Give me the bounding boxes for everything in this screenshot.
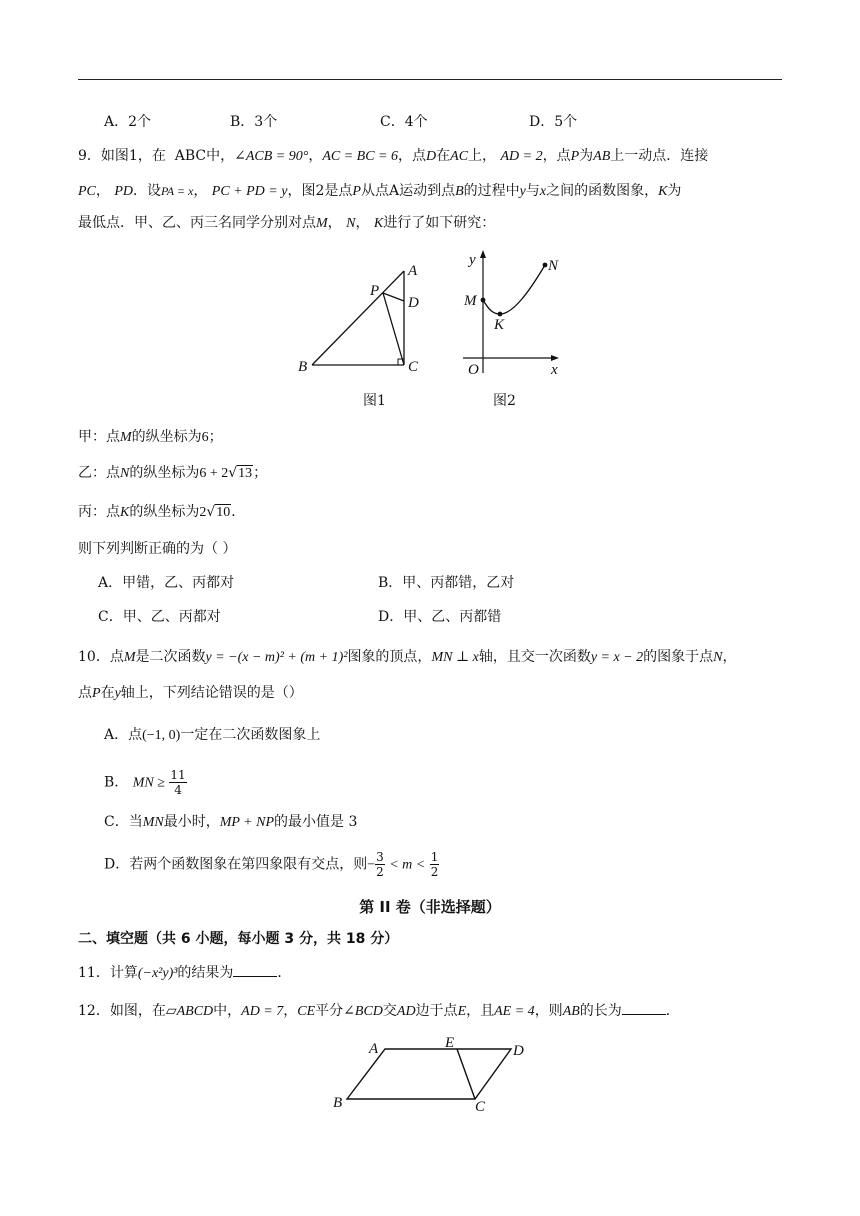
q9-statement-bing: 丙：点K的纵坐标为2√10． (78, 504, 246, 520)
q10-option-d[interactable]: D．若两个函数图象在第四象限有交点，则− $\frac{3}{2}$ < m < $\frac{1}{2}$ (104, 850, 439, 879)
q12-answer-blank[interactable] (622, 1000, 666, 1015)
q10-line-1: 10．点M是二次函数y = −(x − m)² + (m + 1)²图象的顶点，MN ⊥ x轴，且交一次函数y = x − 2的图象于点N， (78, 649, 737, 665)
segment-pc (383, 293, 404, 365)
label-o: O (468, 362, 479, 378)
figure-2-caption: 图2 (493, 393, 516, 409)
q12: 12．如图，在▱ABCD中，AD = 7，CE平分∠BCD交AD边于点E，且AE = 4，则AB的长为 ． (78, 1000, 680, 1022)
label-b: B (298, 359, 308, 375)
label-k: K (494, 317, 505, 333)
label-x: x (551, 362, 558, 378)
y-axis-arrow (480, 250, 486, 258)
q9-statement-jia: 甲：点M的纵坐标为6； (78, 429, 223, 445)
label-n: N (548, 258, 559, 274)
figure-1 (290, 255, 430, 415)
q10-option-b[interactable]: B． MN ≥ $\frac{11}{4}$ (104, 768, 186, 797)
header-rule (78, 79, 782, 80)
point-m (481, 298, 486, 303)
label-e: E (445, 1035, 455, 1051)
segment-ce (457, 1049, 475, 1099)
x-axis-arrow (551, 355, 559, 361)
q8-option-c[interactable]: C．4个 (380, 114, 428, 130)
label-b: B (333, 1095, 343, 1111)
label-a: A (369, 1041, 379, 1057)
section-2-heading: 二、填空题（共 6 小题，每小题 3 分，共 18 分） (78, 931, 399, 947)
label-y: y (469, 252, 476, 268)
q9-option-c[interactable]: C．甲、乙、丙都对 (98, 609, 221, 625)
q9-option-a[interactable]: A．甲错，乙、丙都对 (98, 575, 235, 591)
q9-question: 则下列判断正确的为（ ） (78, 541, 237, 557)
q8-option-d[interactable]: D．5个 (529, 114, 578, 130)
q9-statement-yi: 乙：点N的纵坐标为6 + 2√13； (78, 465, 268, 481)
q9-line-2: PC， PD．设PA = x， PC + PD = y，图2是点P从点A运动到点B的过程中y与x之间的函数图象，K为 (78, 183, 682, 199)
segment-pd (383, 293, 404, 301)
label-c: C (408, 359, 419, 375)
label-a: A (408, 263, 418, 279)
q9-option-b[interactable]: B．甲、丙都错，乙对 (378, 575, 515, 591)
label-d: D (513, 1043, 524, 1059)
q9-option-d[interactable]: D．甲、乙、丙都错 (378, 609, 502, 625)
q9-line-1: 9．如图1，在 ABC中，∠ACB = 90°，AC = BC = 6，点D在AC上， AD = 2，点P为AB上一动点．连接 (78, 148, 709, 164)
figure-1-caption: 图1 (363, 393, 386, 409)
q10-option-c[interactable]: C．当MN最小时，MP + NP的最小值是 3 (104, 814, 358, 830)
label-c: C (475, 1099, 486, 1115)
label-d: D (408, 295, 419, 311)
q10-line-2: 点P在y轴上，下列结论错误的是（） (78, 685, 303, 701)
q8-option-a[interactable]: A．2个 (104, 114, 152, 130)
q11-answer-blank[interactable] (233, 962, 277, 977)
function-curve (483, 265, 545, 314)
q10-option-a[interactable]: A．点(−1, 0)一定在二次函数图象上 (104, 727, 321, 743)
label-m: M (464, 293, 477, 309)
label-p: P (370, 283, 380, 299)
figure-2 (455, 248, 575, 413)
q8-option-b[interactable]: B．3个 (230, 114, 278, 130)
part-2-title: 第 II 卷（非选择题） (359, 898, 501, 916)
q11: 11．计算(−x²y)³的结果为 ． (78, 962, 291, 984)
point-k (498, 312, 503, 317)
point-n (543, 263, 548, 268)
q9-line-3: 最低点．甲、乙、丙三名同学分别对点M， N， K进行了如下研究： (78, 215, 496, 231)
figure-3 (325, 1035, 540, 1115)
